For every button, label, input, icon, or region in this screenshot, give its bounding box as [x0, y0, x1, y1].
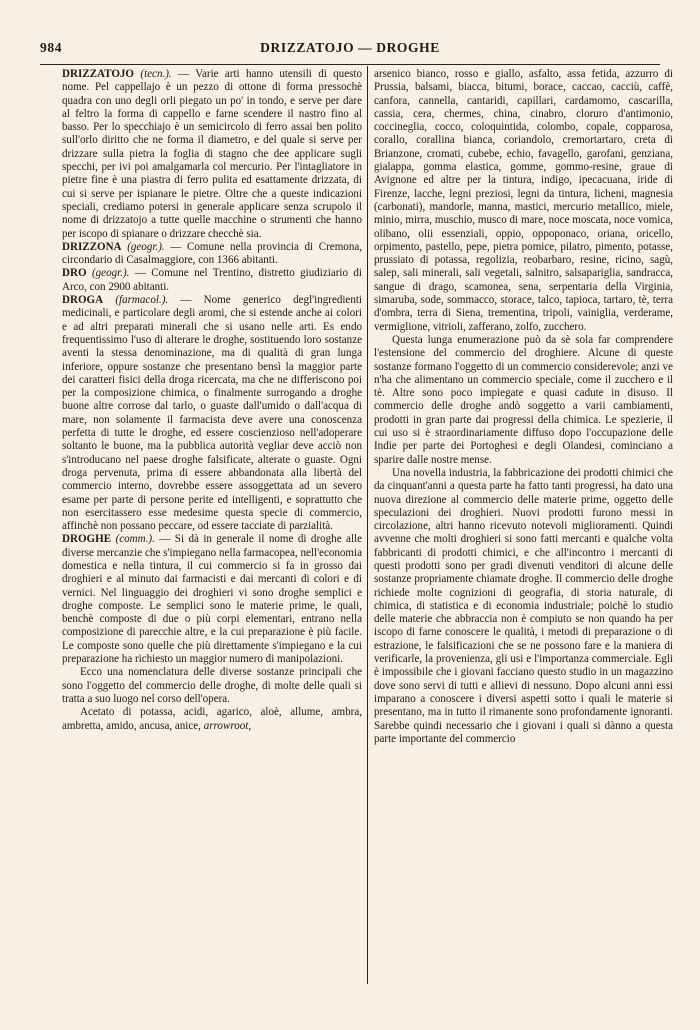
qualifier: (geogr.). — [127, 240, 165, 253]
right-column — [374, 68, 673, 746]
entry-text: Acetato di potassa, acidi, agarico, aloè, allume, ambra, ambretta, amido, ancusa, anice, — [62, 706, 362, 732]
entry-paragraph — [62, 68, 362, 241]
headword: DROGA — [62, 294, 104, 307]
entry-paragraph — [62, 241, 362, 268]
entry-drizzona — [62, 241, 362, 268]
entry-text: — Comune nel Trentino, distretto giudiziario di Arco, con 2900 abitanti. — [62, 267, 362, 293]
column-paragraph: arsenico bianco, rosso e giallo, asfalto, assa fetida, azzurro di Prussia, balsami, biacca, bitumi, borace, caccao, cacciù, caffè, canfora, cannella, cantaridi, capillari, cardamomo, cascarilla, cassia, cera, chermes, china, cinabro, cloruro d'antimonio, coccineglia, cocco, coloquintida, colombo, copale, copparosa, corallo, corallina bianca, coriandolo, cremortartaro, creta di Brianzone, cromati, cubebe, echio, favagello, garofani, genziana, gialappa, gomma elastica, gomme, gommo-resine, graue di Avignone ed altre per la tintura, indigo, ipecacuana, iride di Firenze, lacche, legni preziosi, legni da tintura, licheni, magnesia (carbonati), mandorle, manna, mastici, mercurio metallico, miele, minio, mirra, muschio, musco di mare, noce moscata, noce vomica, olibano, olii essenziali, oppio, oppoponaco, oriana, oricello, orpimento, pastello, pepe, pietra pomice, pilatro, pimento, potasse, prussiato di potassa, regolizia, reobarbaro, resine, ricino, sagù, salep, sali minerali, sali vegetali, salnitro, salsapariglia, sandracca, sangue di drago, scamonea, sena, serpentaria della Virginia, simaruba, sode, sommacco, storace, talco, tapioca, tartaro, tè, terra d'ombra, terra di Siena, trementina, tripoli, vainiglia, verderame, vermiglione, vitrioli, zafferano, zolfo, zucchero. — [374, 68, 673, 333]
entry-droghe — [62, 533, 362, 732]
qualifier: (geogr.). — [91, 267, 130, 280]
column-divider — [367, 66, 368, 984]
entry-paragraph — [62, 533, 362, 666]
entry-paragraph — [62, 706, 362, 733]
entry-dro — [62, 267, 362, 294]
entry-paragraph — [62, 267, 362, 294]
headword: DRO — [62, 267, 87, 280]
page-number: 984 — [40, 40, 63, 55]
italic-term: arrowroot, — [203, 719, 252, 732]
entry-paragraph — [62, 294, 362, 533]
page-title: DRIZZATOJO — DROGHE — [260, 40, 440, 55]
entry-text: — Si dà in generale il nome di droghe alle diverse mercanzie che s'impiegano nella farmacopea, nell'economia domestica e nella tintura, il cui commercio si fa in grosso dai droghieri e al minuto dai farmacisti e dai mercanti di colori e di vernici. Nel linguaggio dei droghieri vi sono droghe semplici e droghe composte. Le semplici sono le materie prime, le quali, benchè composte di due o più corpi elementari, entrano nella composizione di parecchie altre, e la cui preparazione è più facile. Le composte sono quelle che più direttamente s'impiegano e la cui preparazione ha richiesto un maggior numero di manipolazioni. — [62, 533, 363, 666]
column-paragraph: Questa lunga enumerazione può da sè sola far comprendere l'estensione del commercio del droghiere. Alcune di queste sostanze formano l'oggetto di un commercio considerevole; anzi ve n'ha che alimentano un commercio speciale, come il zucchero e il tè. Altre sono poco impiegate e quasi cadute in disuso. Il commercio delle droghe andò soggetto a varii cambiamenti, prodotti in gran parte dai progressi della chimica. Le spezierie, il cui uso si è straordinariamente diffuso dopo l'occupazione delle Indie per parte dei Portoghesi e degli Olandesi, cominciano a sparire dalle nostre mense. — [374, 333, 673, 466]
entry-text: — Varie arti hanno utensili di questo nome. Pel cappellajo è un pezzo di ottone di forma pressochè quadra con uno degli orli piegato un po' in tondo, e serve per dare al feltro la forma di cappello e farne scendere il nastro fino al basso. Per lo specchiajo è un semicircolo di ferro assai ben polito sull'orlo diritto che ne forma il diametro, e del quale si serve per drizzare sulla pietra la foglia di stagno che dee applicare sugli specchi, per ivi poi amalgamarla col mercurio. Per l'intagliatore in pietre fine è una piastra di ferro pulita ed esattamente drizzata, di cui si serve per ispianare le pietre. Oltre che a queste indicazioni speciali, crediamo potersi in generale applicare senza scrupolo il nome di drizzatojo a tutte quelle macchine o strumenti che hanno per iscopo di spianare o drizzare checchè sia. — [62, 68, 362, 240]
entry-text: — Nome generico degl'ingredienti medicinali, e particolare degli aromi, che si estende anche ai colori e ad altri preparati minerali che si usano nelle arti. Es endo frequentissimo l'uso di alterare le droghe, sostituendo loro sostanze aventi la stessa denominazione, ma di qualità di gran lunga inferiore, oppure sostanze che presentano bensì la maggior parte dei caratteri fisici della droga ricercata, ma che ne differiscono poi per la composizione chimica, o finalmente surrogando a droghe buone altre corrose dal tarlo, o guaste dall'umido o dall'acqua di mare, non solamente il farmacista deve avere una conoscenza perfetta di tutte le droghe, ed essere coscienzioso nell'adoperare soltanto le buone, ma la pubblica autorità vegliar deve acciò non s'introducano nel paese droghe falsificate, alterate o guaste. Ogni droga pervenuta, prima di essere abbandonata alla libertà del commercio interno, dovrebbe essere assoggettata ad un severo esame per parte di persone perite ed intelligenti, e soprattutto che non esercitassero esse medesime questa specie di commercio, affinchè non possano peccare, od essere tacciate di parzialità. — [62, 294, 362, 533]
entry-drizzatojo — [62, 68, 362, 241]
column-paragraph: Una novella industria, la fabbricazione dei prodotti chimici che da cinquant'anni a questa parte ha fatto tanti progressi, ha dato una nuova direzione al commercio delle materie prime, oggetto delle speculazioni dei droghieri. Nuovi prodotti furono messi in circolazione, altri hanno ricevuto notevoli miglioramenti. Quindi avvenne che molti droghieri si sono fatti mercanti e qualche volta fabbricanti di prodotti chimici, e che all'incontro i mercanti di questi prodotti sono per gradi divenuti venditori di alcune delle sostanze propriamente chiamate droghe. Il commercio delle droghe richiede molte cognizioni di geografia, di storia naturale, di chimica, di statistica e di economia industriale; poichè lo studio delle materie che abbraccia non è compiuto se non quando ha per iscopo di farne conoscere le qualità, i metodi di preparazione o di estrazione, le falsificazioni che se ne possono fare e la maniera di verificarle, la provenienza, gli usi e l'importanza commerciale. Egli è impossibile che i giovani facciano questo studio in un magazzino dove sono servi di tutti e allievi di nessuno. Dopo alcuni anni essi imparano a conoscere i diversi aspetti sotto i quali le materie si presentano, ma in tutto il rimanente sono profondamente ignoranti. Sarebbe quindi necessario che i giovani i quali si dànno a questa parte importante del commercio — [374, 466, 673, 745]
headword: DRIZZONA — [62, 240, 122, 253]
header-rule — [40, 64, 660, 65]
headword: DRIZZATOJO — [62, 68, 135, 80]
qualifier: (tecn.). — [140, 68, 172, 80]
left-column — [62, 68, 362, 733]
entry-droga — [62, 294, 362, 533]
headword: DROGHE — [62, 533, 112, 546]
qualifier: (farmacol.). — [115, 294, 169, 307]
qualifier: (comm.). — [115, 533, 155, 546]
entry-text: — Comune nella provincia di Cremona, circondario di Casalmaggiore, con 1366 abitanti. — [62, 240, 363, 267]
entry-paragraph: Ecco una nomenclatura delle diverse sostanze principali che sono l'oggetto del commercio delle droghe, di molte delle quali si tratta a suo luogo nel corso dell'opera. — [62, 666, 362, 705]
running-head — [40, 40, 660, 62]
